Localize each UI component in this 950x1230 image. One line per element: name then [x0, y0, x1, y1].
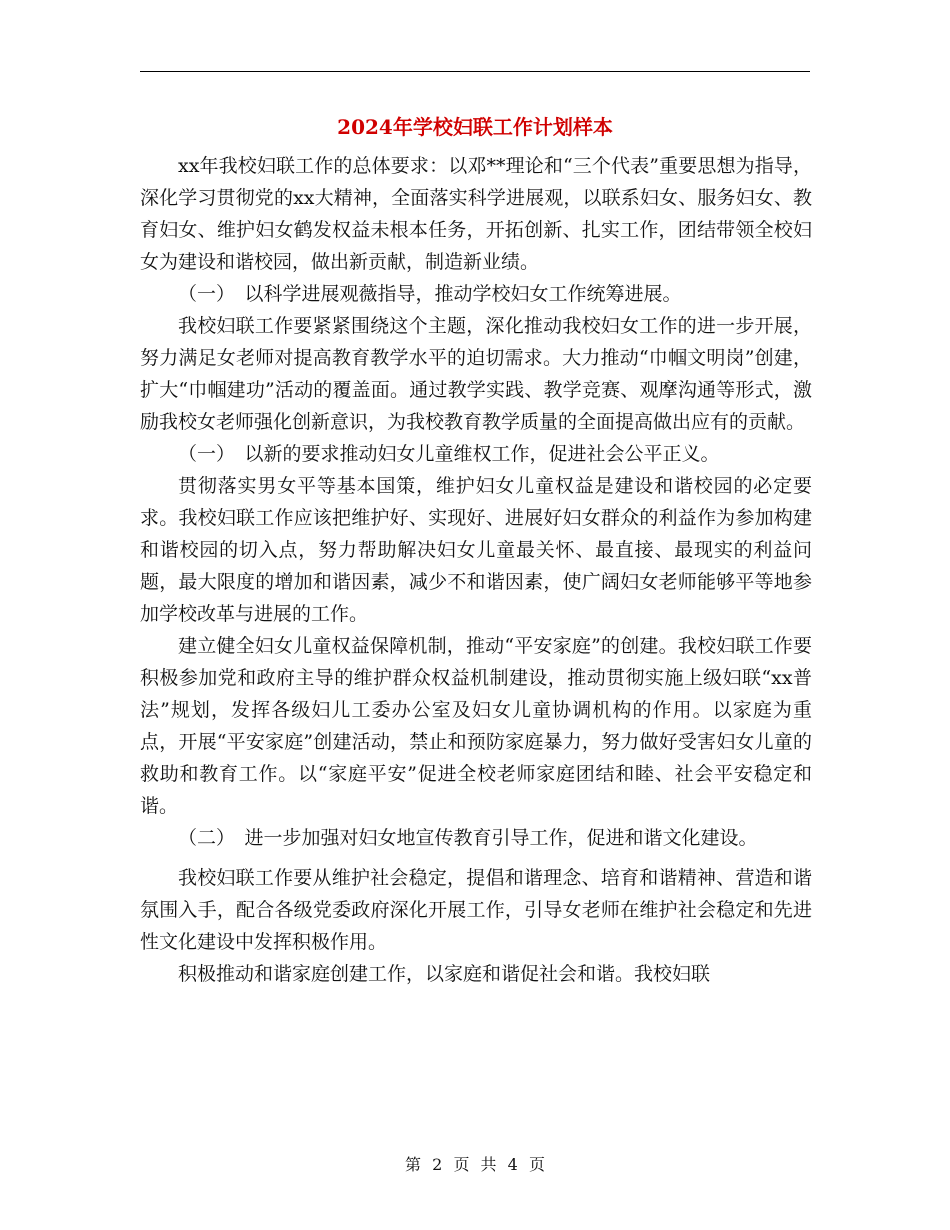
footer-suffix: 页	[528, 1155, 545, 1174]
paragraph-5: 我校妇联工作要从维护社会稳定，提倡和谐理念、培育和谐精神、营造和谐氛围入手，配合各级党委政府深化开展工作，引导女老师在维护社会稳定和先进性文化建设中发挥积极作用。	[140, 867, 812, 953]
paragraph-1: xx年我校妇联工作的总体要求：以邓**理论和“三个代表”重要思想为指导，深化学习贯彻党的xx大精神，全面落实科学进展观，以联系妇女、服务妇女、教育妇女、维护妇女鹤发权益未根本任务，开拓创新、扎实工作，团结带领全校妇女为建设和谐校园，做出新贡献，制造新业绩。	[140, 155, 812, 273]
header-rule	[140, 71, 810, 72]
footer-prefix: 第	[405, 1155, 422, 1174]
document-body	[140, 150, 812, 990]
paragraph-3: 贯彻落实男女平等基本国策，维护妇女儿童权益是建设和谐校园的必定要求。我校妇联工作应该把维护好、实现好、进展好妇女群众的利益作为参加构建和谐校园的切入点，努力帮助解决妇女儿童最关怀、最直接、最现实的利益问题，最大限度的增加和谐因素，减少不和谐因素，使广阔妇女老师能够平等地参加学校改革与进展的工作。	[140, 475, 812, 625]
section-heading-2: （一） 以新的要求推动妇女儿童维权工作，促进社会公平正义。	[178, 443, 720, 465]
paragraph-6: 积极推动和谐家庭创建工作，以家庭和谐促社会和谐。我校妇联	[178, 963, 711, 985]
section-heading-1: （一） 以科学进展观薇指导，推动学校妇女工作统筹进展。	[178, 283, 682, 305]
paragraph-4: 建立健全妇女儿童权益保障机制，推动“平安家庭”的创建。我校妇联工作要积极参加党和政府主导的维护群众权益机制建设，推动贯彻实施上级妇联“xx普法”规划，发挥各级妇儿工委办公室及妇女儿童协调机构的作用。以家庭为重点，开展“平安家庭”创建活动，禁止和预防家庭暴力，努力做好受害妇女儿童的救助和教育工作。以“家庭平安”促进全校老师家庭团结和睦、社会平安稳定和谐。	[140, 635, 812, 817]
footer-current-page: 2	[432, 1155, 443, 1174]
section-heading-3: （二） 进一步加强对妇女地宣传教育引导工作，促进和谐文化建设。	[178, 827, 758, 849]
footer-total-word: 共	[480, 1155, 497, 1174]
document-title: 2024年学校妇联工作计划样本	[337, 115, 613, 139]
paragraph-2: 我校妇联工作要紧紧围绕这个主题，深化推动我校妇女工作的进一步开展，努力满足女老师对提高教育教学水平的迫切需求。大力推动“巾帼文明岗”创建，扩大“巾帼建功”活动的覆盖面。通过教学实践、教学竞赛、观摩沟通等形式，激励我校女老师强化创新意识，为我校教育教学质量的全面提高做出应有的贡献。	[140, 315, 812, 433]
footer-page-word: 页	[453, 1155, 470, 1174]
footer-total-pages: 4	[507, 1155, 518, 1174]
page-footer	[0, 1152, 950, 1175]
